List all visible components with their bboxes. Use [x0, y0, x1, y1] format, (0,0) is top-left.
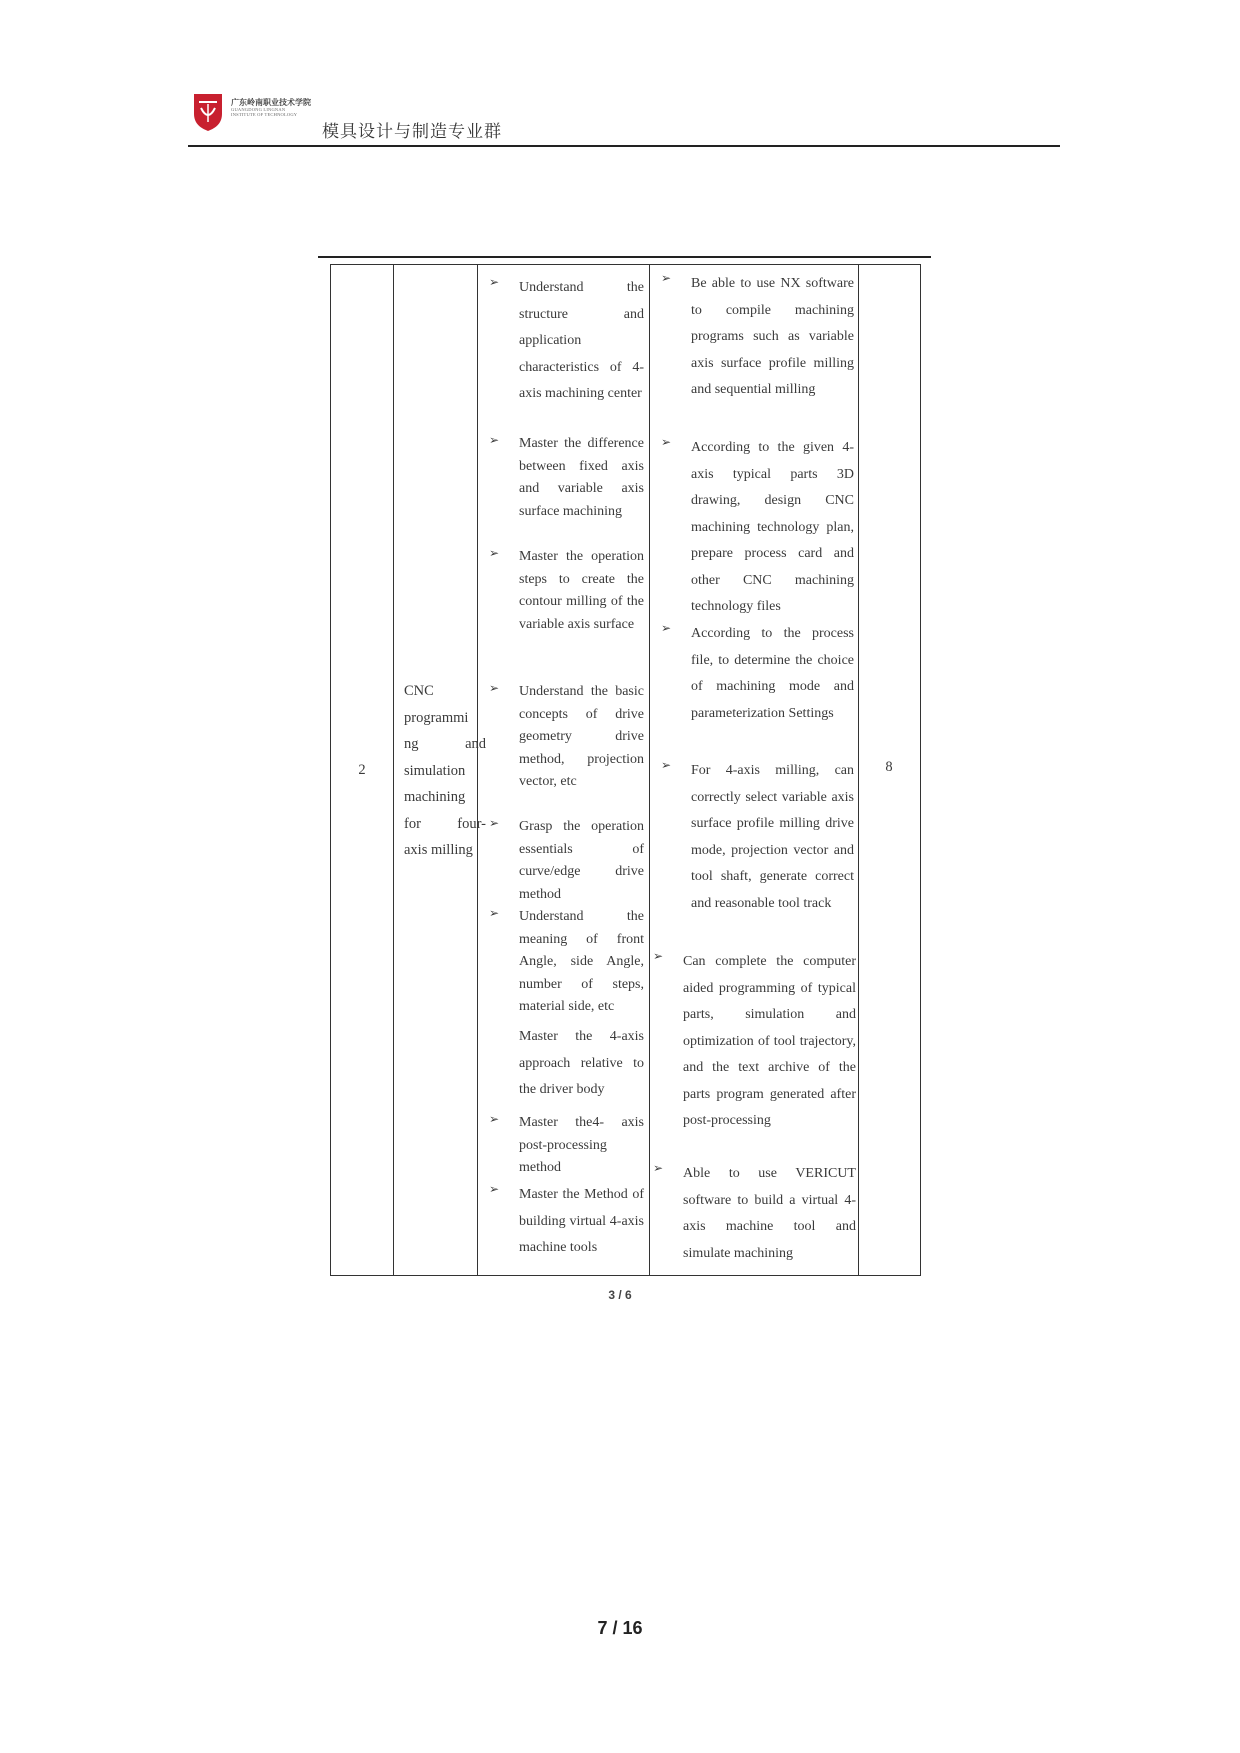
- arrow-bullet-icon: ➢: [661, 621, 672, 635]
- course-title-line: simulation: [404, 762, 466, 779]
- arrow-bullet-icon: ➢: [489, 1182, 500, 1196]
- knowledge-item: ➢ Master the difference between fixed axis and variable axis surface machining: [489, 433, 647, 523]
- course-table: [330, 264, 921, 1276]
- knowledge-item: ➢ Master the operation steps to create the contour milling of the variable axis surface: [489, 546, 647, 636]
- knowledge-item: ➢ Grasp the operation essentials of curve/edge drive method: [489, 816, 647, 906]
- knowledge-item: ➢ Understand the basic concepts of drive geometry drive method, projection vector, etc: [489, 681, 647, 794]
- header-title: 模具设计与制造专业群: [322, 122, 502, 142]
- skill-item: ➢ Able to use VERICUT software to build a virtual 4-axis machine tool and simulate machining: [653, 1161, 856, 1267]
- arrow-bullet-icon: ➢: [653, 949, 664, 963]
- course-title-line: programmi: [404, 709, 469, 726]
- skill-item: ➢ For 4-axis milling, can correctly select variable axis surface profile milling drive mode, projection vector and tool shaft, generate correct and reasonable tool track: [661, 758, 856, 917]
- arrow-bullet-icon: ➢: [661, 435, 672, 449]
- knowledge-item: ➢ Understand the meaning of front Angle, side Angle, number of steps, material side, etc: [489, 906, 647, 1019]
- arrow-bullet-icon: ➢: [489, 1112, 500, 1126]
- skill-item: ➢ According to the process file, to determine the choice of machining mode and parameterization Settings: [661, 621, 856, 727]
- table-top-rule: [318, 256, 931, 258]
- course-title-line: machining: [404, 789, 466, 805]
- arrow-bullet-icon: ➢: [661, 758, 672, 772]
- arrow-bullet-icon: ➢: [489, 275, 500, 289]
- course-title-line: axis milling: [404, 842, 473, 858]
- knowledge-item: ➢ Master the Method of building virtual 4-axis machine tools: [489, 1182, 647, 1262]
- column-divider: [393, 265, 394, 1275]
- knowledge-item: ➢ Understand the structure and application characteristics of 4-axis machining center: [489, 275, 647, 408]
- arrow-bullet-icon: ➢: [489, 546, 500, 560]
- arrow-bullet-icon: ➢: [489, 816, 500, 830]
- credit-hours: 8: [885, 759, 893, 775]
- inner-page-number: 3 / 6: [608, 1288, 632, 1302]
- arrow-bullet-icon: ➢: [653, 1161, 664, 1175]
- skill-item: ➢ According to the given 4-axis typical parts 3D drawing, design CNC machining technology plan, prepare process card and other CNC machining technology files: [661, 435, 856, 621]
- course-title-line: for four-: [404, 815, 486, 832]
- arrow-bullet-icon: ➢: [489, 681, 500, 695]
- course-title: [404, 678, 486, 864]
- skill-item: ➢ Can complete the computer aided programming of typical parts, simulation and optimization of tool trajectory, and the text archive of the parts program generated after post-processing: [653, 949, 856, 1135]
- knowledge-item: ➢ Master the4- axis post-processing method: [489, 1112, 647, 1180]
- page-number: 7 / 16: [597, 1618, 643, 1638]
- course-title-line: ng and: [404, 736, 486, 752]
- row-number: 2: [358, 762, 366, 778]
- column-divider: [649, 265, 650, 1275]
- arrow-bullet-icon: ➢: [661, 271, 672, 285]
- school-shield-logo: [192, 92, 224, 132]
- knowledge-item-continued: Master the 4-axis approach relative to the driver body: [519, 1029, 644, 1097]
- page-header: [188, 88, 1060, 147]
- arrow-bullet-icon: ➢: [489, 906, 500, 920]
- school-name-en: GUANGDONG LINGNAN INSTITUTE OF TECHNOLOGY: [231, 107, 298, 117]
- arrow-bullet-icon: ➢: [489, 433, 500, 447]
- course-title-line: CNC: [404, 683, 434, 699]
- skill-item: ➢ Be able to use NX software to compile machining programs such as variable axis surface profile milling and sequential milling: [661, 271, 856, 404]
- school-name-cn: 广东岭南职业技术学院: [231, 98, 311, 107]
